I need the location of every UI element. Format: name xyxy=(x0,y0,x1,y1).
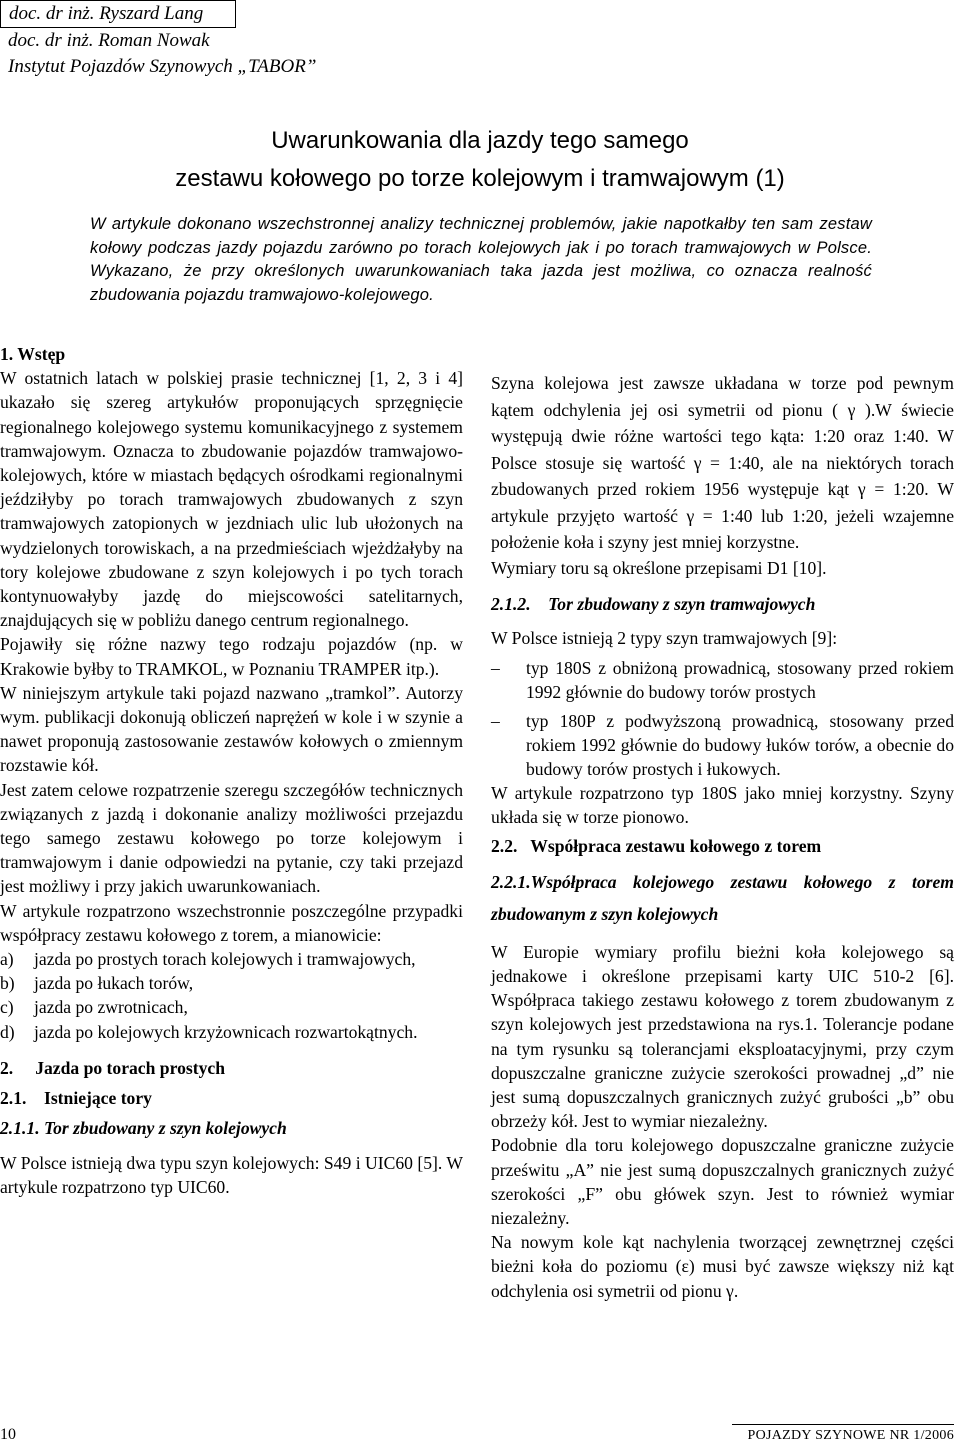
list-item-text: typ 180P z podwyższoną prowadnicą, stosowany przed rokiem 1992 głównie do budowy łuków torów, a obecnie do budowy torów prostych i łukowych. xyxy=(526,710,954,779)
left-column xyxy=(0,342,463,1199)
list-item-label: d) xyxy=(0,1021,15,1042)
rail-type-list xyxy=(491,656,954,781)
list-item-label: – xyxy=(491,658,500,679)
author-1: doc. dr inż. Ryszard Lang xyxy=(9,3,204,24)
heading-2-2-1: 2.2.1.Współpraca kolejowego zestawu kołowego z torem zbudowanym z szyn kolejowych xyxy=(491,871,954,924)
list-item xyxy=(0,971,463,995)
list-item xyxy=(0,1020,463,1044)
paragraph: Szyna kolejowa jest zawsze układana w torze pod pewnym kątem odchylenia jej osi symetrii od pionu ( γ ).W świecie występują dwie różne wartości tego kąta: 1:20 oraz 1:40. W Polsce stosuje się wartość γ = 1:40, ale na niektórych torach zbudowanych przed rokiem 1956 występuje kąt γ = 1:20. W artykule przyjęto wartość γ = 1:40 lub 1:20, jeżeli wzajemne położenie koła i szyny jest mniej korzystne. xyxy=(491,373,954,552)
footer-rule xyxy=(732,1424,954,1425)
paragraph: W Europie wymiary profilu bieżni koła kolejowego są jednakowe i określone przepisami karty UIC 510-2 [6]. Współpraca takiego zestawu kołowego z torem zbudowanym z szyn kolejowych jest przedstawiona na rys.1. Tolerancje podane na tym rysunku są tolerancjami eksploatacyjnymi, przy czym dopuszczalne graniczne zużycie szerokości prowadnej „d” nie jest sumą dopuszczalnych granicznych zużyć grubości „b” obu obrzeży kół. Jest to wymiar niezależny. xyxy=(491,941,954,1132)
list-item-text: typ 180S z obniżoną prowadnicą, stosowany przed rokiem 1992 głównie do budowy torów prostych xyxy=(526,658,954,703)
list-item-label: c) xyxy=(0,997,14,1018)
page-number: 10 xyxy=(0,1426,16,1443)
heading-1-wstep: 1. Wstęp xyxy=(0,344,66,364)
list-item xyxy=(0,947,463,971)
paragraph: Pojawiły się różne nazwy tego rodzaju pojazdów (np. w Krakowie byłby to TRAMKOL, w Poznaniu TRAMPER itp.). xyxy=(0,634,463,679)
author-2: doc. dr inż. Roman Nowak xyxy=(8,30,210,51)
authors-block xyxy=(0,0,316,80)
heading-2-1-2: 2.1.2. Tor zbudowany z szyn tramwajowych xyxy=(491,593,816,614)
list-item xyxy=(0,995,463,1019)
title-line-1: Uwarunkowania dla jazdy tego samego xyxy=(271,127,689,154)
list-item xyxy=(491,709,954,782)
paragraph: Na nowym kole kąt nachylenia tworzącej zewnętrznej części bieżni koła do poziomu (ε) musi być zawsze większy niż kąt odchylenia osi symetrii od pionu γ. xyxy=(491,1232,954,1301)
paragraph: W ostatnich latach w polskiej prasie technicznej [1, 2, 3 i 4] ukazało się szereg artykułów proponujących sprzęgnięcie regionalnego kolejowego systemu komunikacyjnego z systemem tramwajowym. Oznacza to zbudowanie pojazdów tramwajowo-kolejowych, które w miastach będących ośrodkami regionalnymi jeździłyby po torach tramwajowych zbudowanych z szyn tramwajowych zatopionych w jezdniach ulic lub ułożonych na wydzielonych torowiskach, a na przedmieściach wjeżdżałyby na tory kolejowe zbudowane z szyn kolejowych i po tych torach kontynuowałyby jazdę do miejscowości satelitarnych, znajdujących się w pobliżu danego centrum regionalnego. xyxy=(0,368,463,631)
abstract: W artykule dokonano wszechstronnej analizy technicznej problemów, jakie napotkałby ten sam zestaw kołowy podczas jazdy pojazdu zarówno po torach kolejowych jak i po torach tramwajowych w Polsce. Wykazano, że przy określonych uwarunkowaniach taka jazda jest możliwa, co oznacza realność zbudowania pojazdu tramwajowo-kolejowego. xyxy=(90,215,872,304)
paragraph: W Polsce istnieją dwa typu szyn kolejowych: S49 i UIC60 [5]. W artykule rozpatrzono typ UIC60. xyxy=(0,1152,463,1197)
paragraph: W artykule rozpatrzono wszechstronnie poszczególne przypadki współpracy zestawu kołowego z torem, a mianowicie: xyxy=(0,900,463,945)
paragraph: Jest zatem celowe rozpatrzenie szeregu szczegółów technicznych związanych z jazdą i dokonanie analizy możliwości przejazdu tego samego zestawu kołowego po torze kolejowym i tramwajowym i danie odpowiedzi na pytanie, czy taki przejazd jest możliwy i przy jakich uwarunkowaniach. xyxy=(0,779,463,897)
heading-2-1: 2.1. Istniejące tory xyxy=(0,1088,152,1109)
heading-2-1-1: 2.1.1. Tor zbudowany z szyn kolejowych xyxy=(0,1118,287,1139)
right-column xyxy=(491,342,954,1303)
list-item-text: jazda po zwrotnicach, xyxy=(34,997,188,1018)
paragraph: Wymiary toru są określone przepisami D1 [10]. xyxy=(491,557,827,578)
list-item-label: b) xyxy=(0,973,15,994)
list-item-text: jazda po kolejowych krzyżownicach rozwartokątnych. xyxy=(34,1021,418,1042)
paragraph: W artykule rozpatrzono typ 180S jako mniej korzystny. Szyny układa się w torze pionowo. xyxy=(491,783,954,828)
author-1-box xyxy=(0,0,236,28)
list-item-text: jazda po prostych torach kolejowych i tramwajowych, xyxy=(34,949,416,970)
paragraph: W niniejszym artykule taki pojazd nazwano „tramkol”. Autorzy wym. publikacji dokonują obliczeń naprężeń w kole i w szynie a nawet proponują zastosowanie zestawów kołowych o zmiennym rozstawie kół. xyxy=(0,682,463,776)
list-item xyxy=(491,656,954,704)
paragraph: W Polsce istnieją 2 typy szyn tramwajowych [9]: xyxy=(491,627,838,648)
list-item-text: jazda po łukach torów, xyxy=(34,973,194,994)
article-title xyxy=(0,122,960,198)
title-line-2: zestawu kołowego po torze kolejowym i tramwajowym (1) xyxy=(175,165,785,192)
paragraph: Podobnie dla toru kolejowego dopuszczalne graniczne zużycie prześwitu „A” nie jest sumą dopuszczalnych granicznych zużyć szerokości „F” obu główek szyn. Jest to również wymiar niezależny. xyxy=(491,1135,954,1228)
heading-2: 2. Jazda po torach prostych xyxy=(0,1057,225,1078)
heading-2-2: 2.2. Współpraca zestawu kołowego z torem xyxy=(491,835,822,856)
case-list xyxy=(0,947,463,1044)
journal-name: POJAZDY SZYNOWE NR 1/2006 xyxy=(747,1428,954,1443)
list-item-label: – xyxy=(491,710,500,731)
institute: Instytut Pojazdów Szynowych „TABOR” xyxy=(8,56,317,77)
list-item-label: a) xyxy=(0,949,14,970)
